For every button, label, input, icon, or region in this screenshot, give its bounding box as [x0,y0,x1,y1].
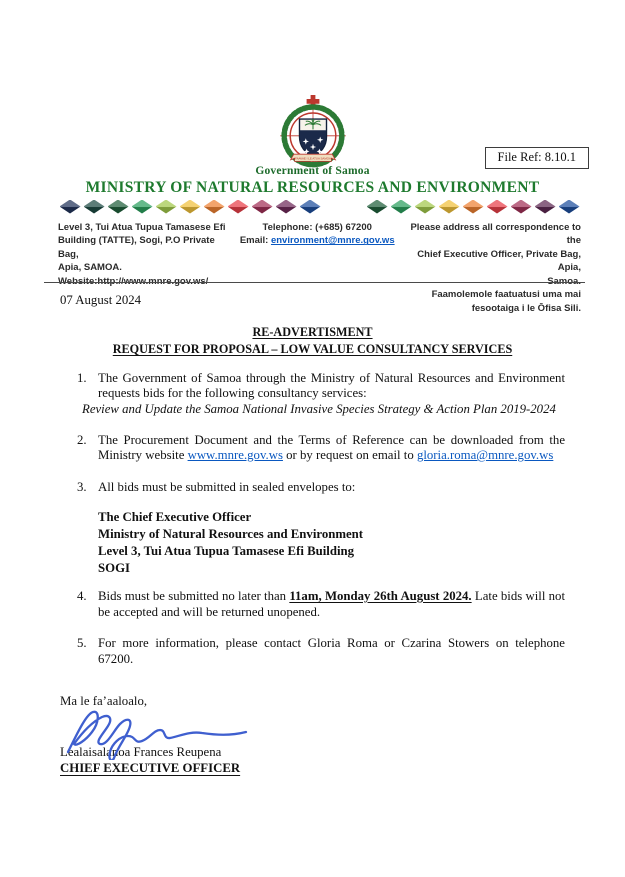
diamond-icon [535,200,556,214]
email-label: Email: [239,235,271,247]
letter-body [60,293,565,777]
item-number: 3. [77,479,87,494]
document-title [60,324,565,358]
submission-address [98,509,565,577]
item-4-text: Late bids will not be accepted and will be returned unopened. [98,588,566,619]
contact-line: Level 3, Tui Atua Tupua Tamasese Efi [58,222,226,233]
date: 07 August 2024 [60,293,142,307]
title-line-2: REQUEST FOR PROPOSAL – LOW VALUE CONSULTANCY SERVICES [112,341,513,356]
diamond-icon [487,200,508,214]
diamond-icon [463,200,484,214]
samoa-crest-icon [273,94,353,168]
government-of-samoa-label: Government of Samoa [255,165,370,177]
diamond-icon [60,200,81,214]
contact-line: Website:http://www.mnre.gov.ws/ [58,275,209,287]
diamond-icon [132,200,153,214]
contact-line: Faamolemole faatuatusi uma mai [431,289,581,301]
diamond-icon [300,200,321,214]
list-item-1 [60,371,565,418]
item-4-text: Bids must be submitted no later than [98,588,290,603]
submission-deadline: 11am, Monday 26th August 2024. [289,588,472,603]
diamond-icon [252,200,273,214]
list-item-5 [60,636,565,667]
diamond-icon [511,200,532,214]
email-line [235,234,399,247]
ministry-title: MINISTRY OF NATURAL RESOURCES AND ENVIRONMENT [85,179,540,196]
header-divider [44,282,585,283]
diamond-row-right [365,199,581,214]
email-link[interactable]: environment@mnre.gov.ws [270,235,395,247]
diamond-row-left [58,199,322,214]
item-number: 1. [77,370,87,385]
signatory-role: CHIEF EXECUTIVE OFFICER [60,761,241,776]
list-item-2 [60,433,565,464]
address-line: SOGI [98,561,131,576]
website-link[interactable]: www.mnre.gov.ws [187,448,283,463]
item-2-text: The Procurement Document and the Terms of Reference can be downloaded from the Ministry website [98,432,565,463]
diamond-icon [415,200,436,214]
contact-line: Building (TATTE), Sogi, P.O Private Bag, [58,235,215,260]
diamond-icon [156,200,177,214]
gloria-email-link[interactable]: gloria.roma@mnre.gov.ws [416,448,554,463]
diamond-icon [84,200,105,214]
list-item-4 [60,589,565,620]
telephone-line: Telephone: (+685) 67200 [262,222,372,233]
item-1-text: The Government of Samoa through the Ministry of Natural Resources and Environment requests bids for the following consultancy services: [98,370,565,401]
contact-line: Apia, SAMOA. [58,262,122,274]
diamond-icon [228,200,249,214]
file-ref-box: File Ref: 8.10.1 [485,147,589,169]
item-number: 4. [77,588,87,603]
signatory-name: Lealaisalanoa Frances Reupena [60,744,222,759]
diamond-icon [204,200,225,214]
crest-motto-text: FAAVAE I LE ATUA SAMOA [294,156,331,161]
diamond-icon [439,200,460,214]
item-2-text: or by request on email to [282,448,417,463]
address-line: The Chief Executive Officer [98,510,252,525]
diamond-icon [367,200,388,214]
contact-line: Please address all correspondence to the [410,222,581,247]
contact-line: fesootaiga i le Ōfisa Sili. [471,302,581,314]
item-5-text: For more information, please contact Gloria Roma or Czarina Stowers on telephone 67200. [98,636,565,666]
contact-line: Chief Executive Officer, Private Bag, Apia, [417,248,581,274]
diamond-icon [276,200,297,214]
item-3-text: All bids must be submitted in sealed envelopes to: [98,479,356,494]
contact-line: Samoa. [547,275,581,287]
title-line-1: RE-ADVERTISMENT [252,324,373,339]
diamond-icon [108,200,129,214]
samoa-crest [273,94,353,173]
item-number: 5. [77,636,87,651]
signature [62,706,565,765]
diamond-icon [559,200,580,214]
address-line: Ministry of Natural Resources and Environment [98,527,364,542]
consultancy-title: Review and Update the Samoa National Invasive Species Strategy & Action Plan 2019-2024 [82,401,556,416]
diamond-icon [391,200,412,214]
item-number: 2. [77,432,87,447]
address-line: Level 3, Tui Atua Tupua Tamasese Efi Building [98,544,355,559]
diamond-icon [180,200,201,214]
signature-icon [62,706,272,760]
list-item-3 [60,480,565,577]
closing-salutation: Ma le fa’aaloalo, [60,694,148,709]
